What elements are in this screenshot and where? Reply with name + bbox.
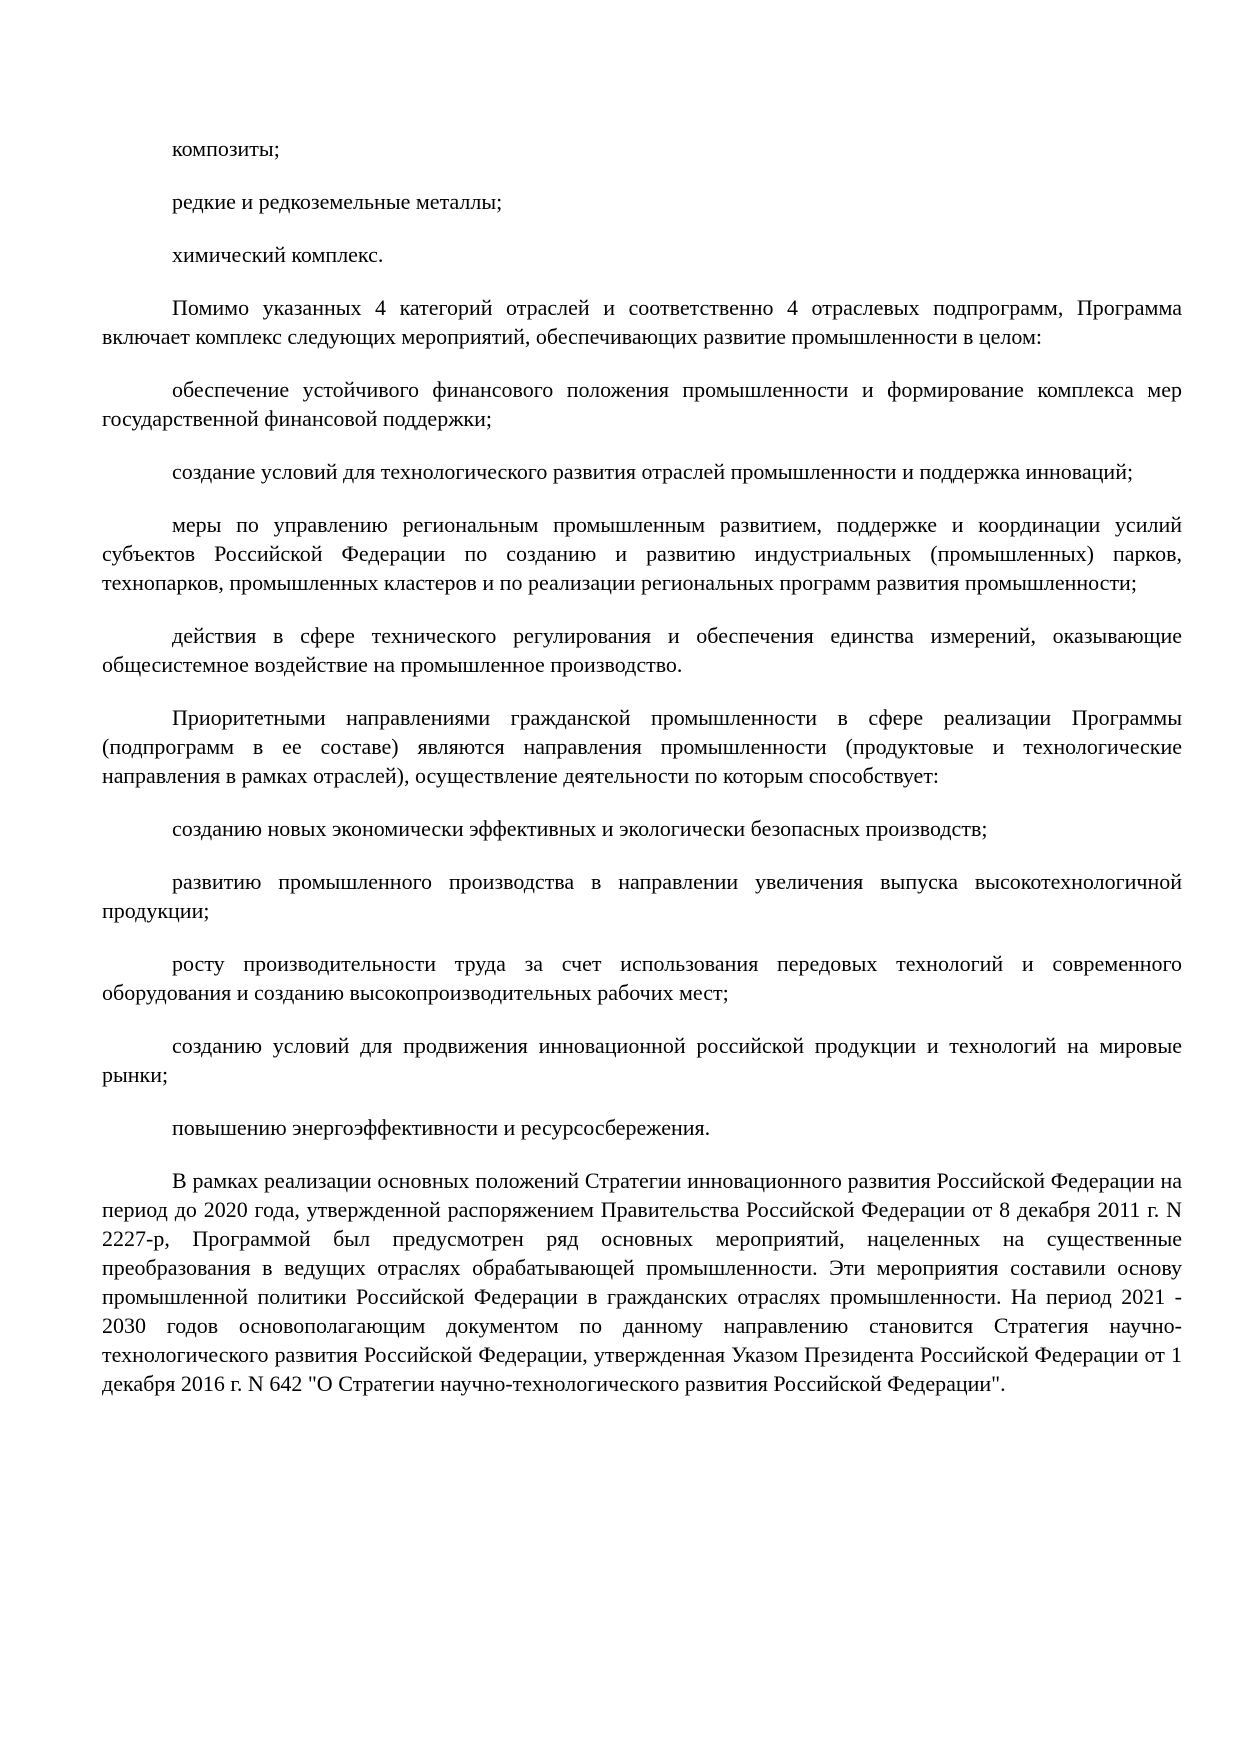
paragraph-new-productions: созданию новых экономически эффективных и экологически безопасных производств; [172, 816, 988, 841]
paragraph-besides-4-categories: Помимо указанных 4 категорий отраслей и соответственно 4 отраслевых подпрограмм, Программа включает комплекс следующих мероприятий, обеспечивающих развитие промышленности в целом: [102, 295, 1182, 349]
paragraph-hi-tech-output: развитию промышленного производства в направлении увеличения выпуска высокотехнологичной продукции; [102, 869, 1182, 923]
paragraph-tech-development: создание условий для технологического развития отраслей промышленности и поддержка инноваций; [172, 459, 1134, 484]
paragraph-financial-support: обеспечение устойчивого финансового положения промышленности и формирование комплекса мер государственной финансовой поддержки; [102, 377, 1182, 431]
paragraph-regional-measures: меры по управлению региональным промышленным развитием, поддержке и координации усилий субъектов Российской Федерации по созданию и развитию индустриальных (промышленных) парков, технопарков, промышленных кластеров и по реализации региональных программ развития промышленности; [102, 512, 1182, 595]
paragraph-technical-regulation: действия в сфере технического регулирования и обеспечения единства измерений, оказывающие общесистемное воздействие на промышленное производство. [102, 623, 1182, 677]
paragraph-chemical-complex: химический комплекс. [172, 242, 384, 267]
paragraph-labor-productivity: росту производительности труда за счет использования передовых технологий и современного оборудования и созданию высокопроизводительных рабочих мест; [102, 951, 1182, 1005]
paragraph-strategy-2030: В рамках реализации основных положений Стратегии инновационного развития Российской Федерации на период до 2020 года, утвержденной распоряжением Правительства Российской Федерации от 8 декабря 2011 г. N 2227-р, Программой был предусмотрен ряд основных мероприятий, нацеленных на существенные преобразования в ведущих отраслях обрабатывающей промышленности. Эти мероприятия составили основу промышленной политики Российской Федерации в гражданских отраслях промышленности. На период 2021 - 2030 годов основополагающим документом по данному направлению становится Стратегия научно-технологического развития Российской Федерации, утвержденная Указом Президента Российской Федерации от 1 декабря 2016 г. N 642 "О Стратегии научно-технологического развития Российской Федерации". [102, 1168, 1182, 1396]
paragraph-composites: композиты; [172, 136, 280, 161]
paragraph-innovation-promotion: созданию условий для продвижения инновационной российской продукции и технологий на мировые рынки; [102, 1033, 1182, 1087]
paragraph-priority-directions: Приоритетными направлениями гражданской промышленности в сфере реализации Программы (подпрограмм в ее составе) являются направления промышленности (продуктовые и технологические направления в рамках отраслей), осуществление деятельности по которым способствует: [102, 705, 1182, 788]
paragraph-energy-efficiency: повышению энергоэффективности и ресурсосбережения. [172, 1115, 711, 1140]
paragraph-rare-metals: редкие и редкоземельные металлы; [172, 189, 503, 214]
